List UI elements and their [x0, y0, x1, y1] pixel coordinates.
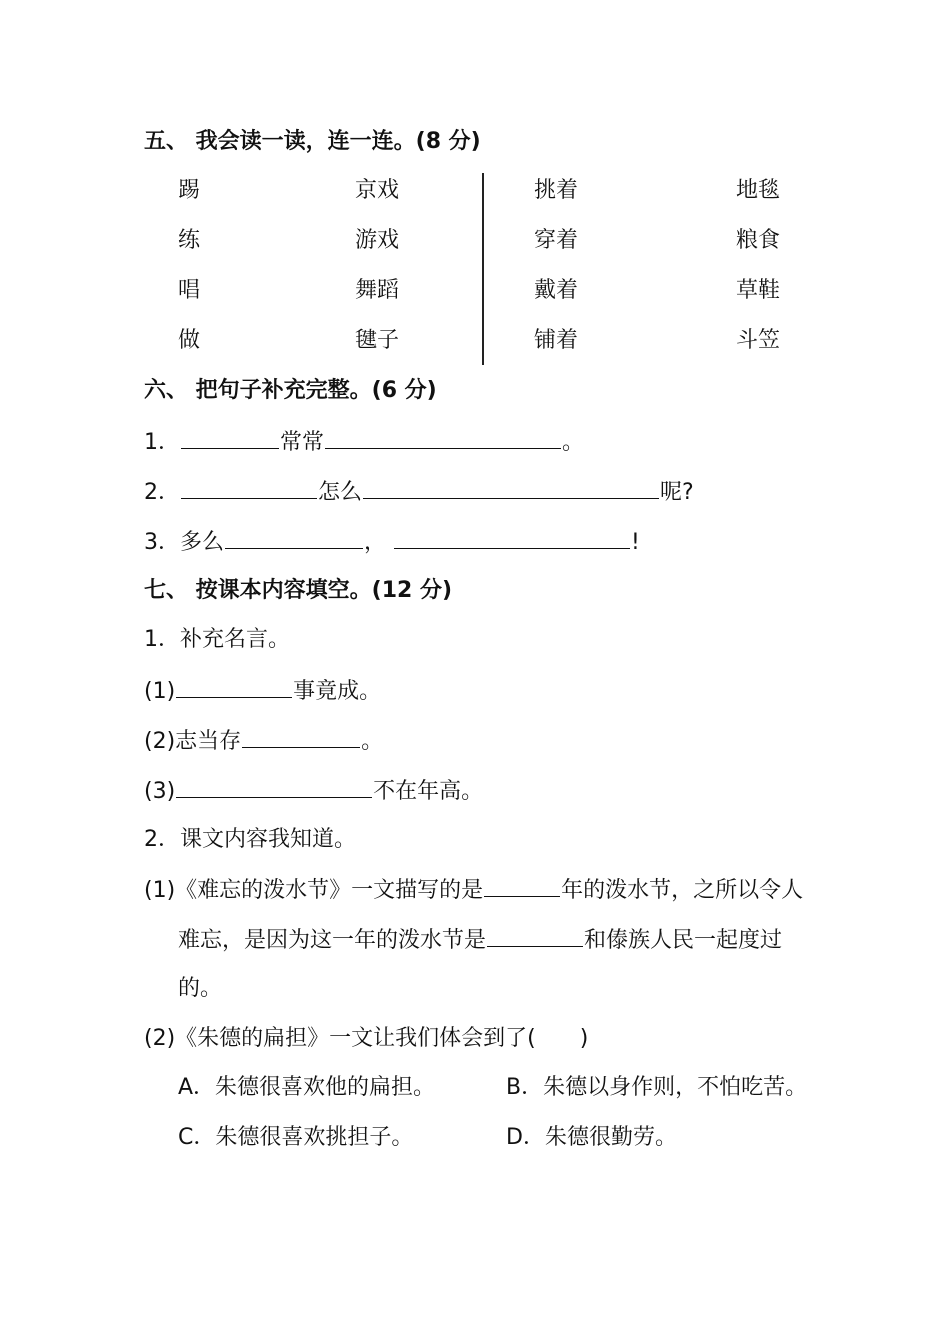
sentence-2-middle: 怎么: [318, 480, 363, 505]
match-right-b-2: 粮食: [736, 228, 781, 253]
sentence-2-blank-1[interactable]: [181, 476, 317, 499]
match-left-b-3: 舞蹈: [355, 278, 400, 303]
sentence-3-blank-1[interactable]: [225, 526, 363, 549]
match-left-a-4: 做: [178, 328, 201, 353]
match-left-a-3: 唱: [178, 278, 201, 303]
sentence-3-blank-2[interactable]: [394, 526, 630, 549]
match-right-b-1: 地毯: [736, 178, 781, 203]
sentence-2-blank-2[interactable]: [363, 476, 659, 499]
maxim-3-end: 不在年高。: [373, 779, 484, 804]
maxim-1-blank[interactable]: [176, 675, 292, 698]
maxim-1: [144, 675, 381, 707]
maxim-3-blank[interactable]: [176, 775, 372, 798]
part-2-prompt: 2．课文内容我知道。: [144, 827, 356, 852]
match-right-b-4: 斗笠: [736, 328, 781, 353]
sentence-3-end: !: [631, 530, 640, 555]
part-1-prompt: 1．补充名言。: [144, 627, 290, 652]
sentence-3: [144, 526, 640, 558]
question-1-blank-2[interactable]: [487, 924, 583, 947]
maxim-2: [144, 725, 383, 757]
maxim-2-prefix: (2)志当存: [144, 729, 242, 754]
sentence-2: [144, 476, 694, 508]
match-left-b-4: 毽子: [355, 328, 400, 353]
section-6-title: 六、 把句子补充完整。(6 分): [144, 378, 437, 403]
sentence-1: [144, 426, 584, 458]
maxim-1-number: (1): [144, 679, 176, 704]
match-left-a-1: 踢: [178, 178, 201, 203]
sentence-1-blank-1[interactable]: [181, 426, 279, 449]
question-2-stem: (2)《朱德的扁担》一文让我们体会到了( ): [144, 1026, 589, 1051]
match-right-a-4: 铺着: [534, 328, 579, 353]
maxim-2-end: 。: [361, 729, 384, 754]
sentence-3-comma: ，: [364, 530, 387, 555]
match-left-a-2: 练: [178, 228, 201, 253]
maxim-2-blank[interactable]: [242, 725, 360, 748]
option-d[interactable]: D．朱德很勤劳。: [506, 1125, 677, 1150]
sentence-1-blank-2[interactable]: [325, 426, 561, 449]
match-right-b-3: 草鞋: [736, 278, 781, 303]
option-a[interactable]: A．朱德很喜欢他的扁担。: [178, 1075, 436, 1100]
question-1-prefix: (1)《难忘的泼水节》一文描写的是: [144, 878, 484, 903]
option-c[interactable]: C．朱德很喜欢挑担子。: [178, 1125, 414, 1150]
question-1-line-2: [178, 924, 782, 956]
sentence-2-end: 呢?: [660, 480, 694, 505]
question-1-line-3: 的。: [178, 976, 223, 1001]
sentence-3-prefix: 多么: [180, 530, 225, 555]
question-1-blank-1[interactable]: [484, 874, 560, 897]
maxim-3-number: (3): [144, 779, 176, 804]
section-7-title: 七、 按课本内容填空。(12 分): [144, 578, 453, 603]
question-1-line-1: [144, 874, 803, 906]
question-1-line-2-prefix: 难忘，是因为这一年的泼水节是: [178, 928, 487, 953]
question-1-line-2-end: 和傣族人民一起度过: [584, 928, 783, 953]
match-right-a-1: 挑着: [534, 178, 579, 203]
sentence-1-end: 。: [562, 430, 585, 455]
option-b[interactable]: B．朱德以身作则，不怕吃苦。: [506, 1075, 808, 1100]
column-divider: [482, 173, 484, 365]
sentence-1-middle: 常常: [280, 430, 325, 455]
sentence-1-number: 1．: [144, 430, 180, 455]
match-right-a-3: 戴着: [534, 278, 579, 303]
maxim-1-end: 事竟成。: [293, 679, 382, 704]
maxim-3: [144, 775, 483, 807]
section-5-title: 五、 我会读一读，连一连。(8 分): [144, 129, 481, 154]
match-left-b-1: 京戏: [355, 178, 400, 203]
question-1-middle: 年的泼水节，之所以令人: [561, 878, 804, 903]
match-left-b-2: 游戏: [355, 228, 400, 253]
match-right-a-2: 穿着: [534, 228, 579, 253]
sentence-3-number: 3．: [144, 530, 180, 555]
sentence-2-number: 2．: [144, 480, 180, 505]
